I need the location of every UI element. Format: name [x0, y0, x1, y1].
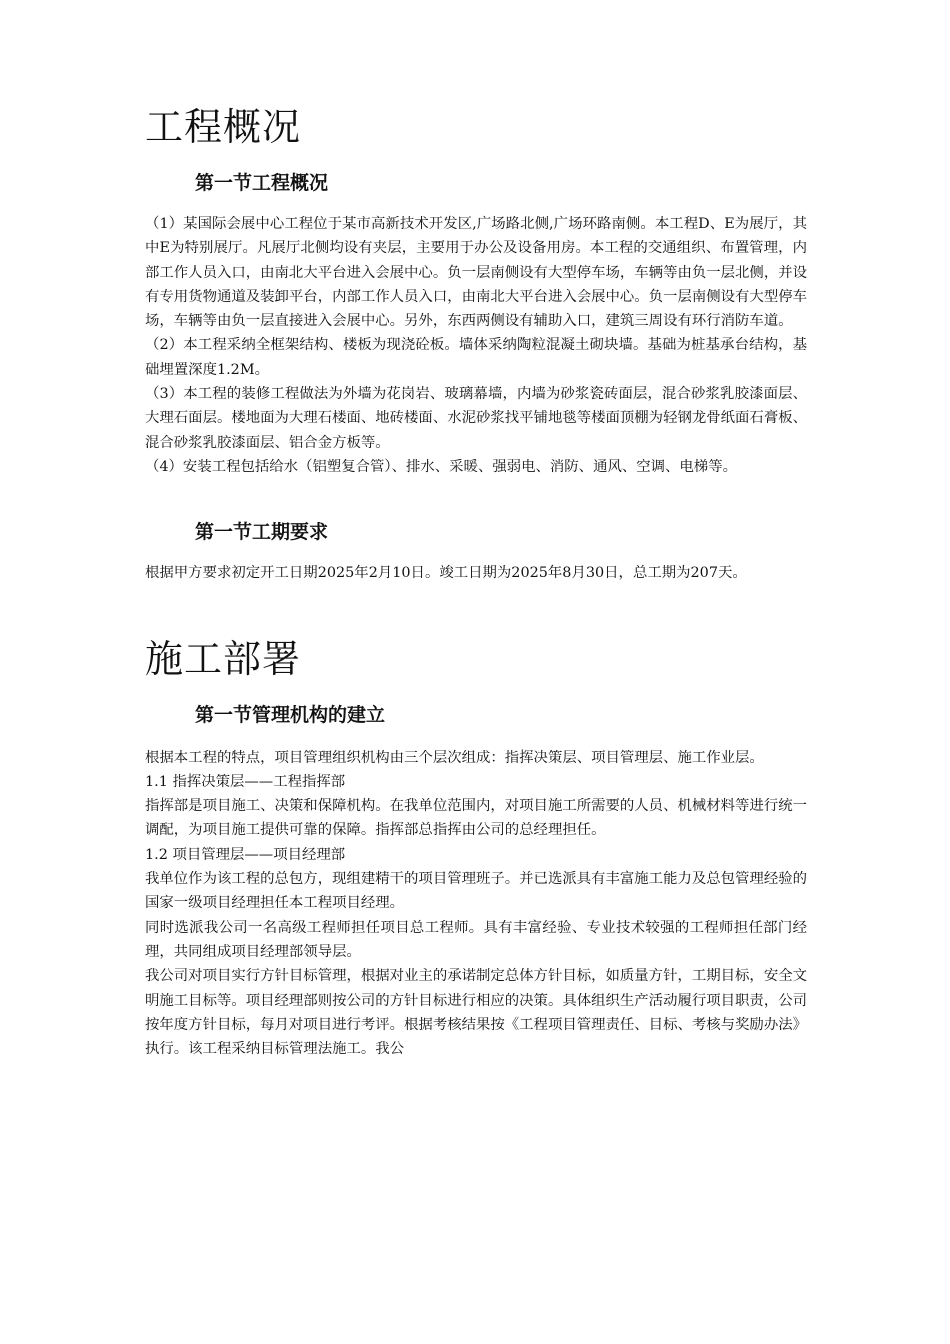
paragraph: 根据本工程的特点，项目管理组织机构由三个层次组成：指挥决策层、项目管理层、施工作业层。: [145, 749, 764, 766]
section-overview: [145, 168, 807, 479]
section-heading-overview: 第一节工程概况: [195, 172, 329, 194]
section-schedule: [145, 517, 807, 585]
paragraph: （1）某国际会展中心工程位于某市高新技术开发区,广场路北侧,广场环路南侧。本工程D、E为展厅，其中E为特别展厅。凡展厅北侧均设有夹层，主要用于办公及设备用房。本工程的交通组织、布置管理，内部工作人员入口，由南北大平台进入会展中心。负一层南侧设有大型停车场，车辆等由负一层北侧，并设有专用货物通道及装卸平台，内部工作人员入口，由南北大平台进入会展中心。负一层南侧设有大型停车场，车辆等由负一层直接进入会展中心。另外，东西两侧设有辅助入口，建筑三周设有环行消防车道。: [145, 216, 807, 330]
paragraph: 我公司对项目实行方针目标管理，根据对业主的承诺制定总体方针目标，如质量方针，工期目标，安全文明施工目标等。项目经理部则按公司的方针目标进行相应的决策。具体组织生产活动履行项目职责，公司按年度方针目标，每月对项目进行考评。根据考核结果按《工程项目管理责任、目标、考核与奖励办法》执行。该工程采纳目标管理法施工。我公: [145, 968, 807, 1058]
paragraph: （2）本工程采纳全框架结构、楼板为现浇砼板。墙体采纳陶粒混凝土砌块墙。基础为桩基承台结构，基础埋置深度1.2M。: [145, 337, 807, 378]
overview-paragraphs: [145, 212, 807, 479]
section-management: [145, 700, 807, 1062]
paragraph: 指挥部是项目施工、决策和保障机构。在我单位范围内，对项目施工所需要的人员、机械材料等进行统一调配，为项目施工提供可靠的保障。指挥部总指挥由公司的总经理担任。: [145, 798, 807, 839]
paragraph: 1.2 项目管理层——项目经理部: [145, 846, 346, 863]
section-heading-schedule: 第一节工期要求: [195, 521, 329, 544]
chapter-title-overview: 工程概况: [145, 105, 302, 149]
paragraph: 1.1 指挥决策层——工程指挥部: [145, 773, 346, 790]
schedule-paragraphs: [145, 561, 807, 585]
management-paragraphs: [145, 746, 807, 1062]
chapter-title-deployment: 施工部署: [145, 636, 302, 681]
document-body: [145, 98, 807, 1061]
section-heading-management: 第一节管理机构的建立: [195, 703, 386, 726]
paragraph: （4）安装工程包括给水（铝塑复合管）、排水、采暖、强弱电、消防、通风、空调、电梯等。: [145, 458, 737, 475]
paragraph: （3）本工程的装修工程做法为外墙为花岗岩、玻璃幕墙，内墙为砂浆瓷砖面层，混合砂浆乳胶漆面层、大理石面层。楼地面为大理石楼面、地砖楼面、水泥砂浆找平铺地毯等楼面顶棚为轻钢龙骨纸面石膏板、混合砂浆乳胶漆面层、铝合金方板等。: [145, 386, 807, 451]
paragraph: 根据甲方要求初定开工日期2025年2月10日。竣工日期为2025年8月30日，总工期为207天。: [145, 565, 747, 582]
paragraph: 同时选派我公司一名高级工程师担任项目总工程师。具有丰富经验、专业技术较强的工程师担任部门经理，共同组成项目经理部领导层。: [145, 919, 807, 960]
paragraph: 我单位作为该工程的总包方，现组建精干的项目管理班子。并已选派具有丰富施工能力及总包管理经验的国家一级项目经理担任本工程项目经理。: [145, 871, 807, 912]
